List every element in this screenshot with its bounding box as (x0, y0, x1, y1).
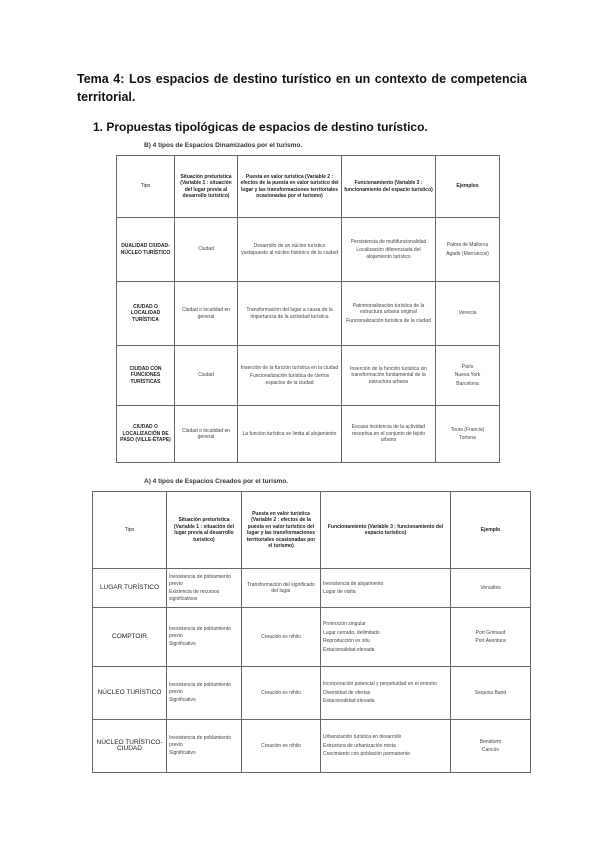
table-cell: Patrimonialización turística de la estructura urbana original (352, 302, 425, 316)
table-a-header-row (93, 492, 531, 569)
table-b-header-row (117, 156, 500, 218)
table-cell: Significativo (169, 641, 196, 648)
table-cell: Agadir (Marruecos) (446, 250, 489, 257)
section-heading: 1. Propuestas tipológicas de espacios de destino turístico. (93, 120, 428, 134)
table-cell: Inexistencia de poblamiento previo (169, 735, 231, 748)
table-b-caption: B) 4 tipos de Espacios Dinamizados por el turismo. (144, 142, 303, 149)
table-cell: Palma de Mallorca (446, 242, 489, 248)
table-cell: Lugar de visita (323, 589, 356, 595)
table-b (116, 155, 500, 463)
table-a-tipo: NÚCLEO TURÍSTICO-CIUDAD (93, 720, 167, 773)
table-row (117, 406, 500, 463)
table-cell: Escasa incidencia de la actividad receptiva en el conjunto de tejido urbano (351, 424, 426, 444)
table-cell: Cancún (481, 747, 500, 753)
table-cell: Estacionalidad elevada (323, 646, 375, 653)
table-cell: Inexistencia de poblamiento previo (169, 682, 231, 695)
table-cell: Significativo (169, 750, 196, 757)
table-cell: Localización diferenciada del alojamiento turístico (356, 247, 421, 260)
table-cell: Existencia de recursos significativos (169, 589, 220, 602)
table-cell: Lugar cerrado, delimitado (323, 629, 380, 636)
table-row (93, 569, 531, 608)
table-cell: Crecimiento con población permanente (323, 751, 410, 758)
table-a-header-situacion: Situación preturística (Variable 1 : situación del lugar previa al desarrollo turístico) (167, 492, 242, 569)
table-cell: Sequoia Band (474, 689, 507, 696)
table-cell: Promoción singular (323, 621, 366, 627)
table-a-tipo: COMPTOIR (93, 608, 167, 667)
table-cell: Incorporación potencial y perpetuidad en el entorno (323, 681, 437, 688)
table-cell: Significativo (169, 697, 196, 704)
table-cell: Port Grimaud (475, 629, 506, 636)
table-cell: Venecia (458, 310, 477, 317)
table-row (93, 720, 531, 773)
table-cell: Creación ex nihilo (261, 689, 301, 696)
table-cell: Ciudad (198, 372, 214, 379)
table-cell: Estructura de urbanización mixta (323, 742, 396, 749)
table-a-header-funcionamiento: Funcionamiento (Variable 3 : funcionamiento del espacio turístico) (321, 492, 451, 569)
table-cell: Tortona (459, 435, 476, 441)
table-cell: Estacionalidad elevada (323, 698, 375, 705)
table-a-header-ejemplo: Ejemplo (451, 492, 531, 569)
table-a-header-tipo: Tipo (93, 492, 167, 569)
table-cell: Inserción de la función turística sin transformación fundamental de la estructura urbana (350, 365, 427, 385)
table-row (93, 667, 531, 720)
table-cell: Funcionalización turística de la ciudad (346, 317, 431, 324)
table-cell: Benidorm (479, 738, 502, 745)
table-cell: Creación ex nihilo (261, 633, 301, 640)
table-cell: Inexistencia de alojamiento (323, 580, 384, 587)
table-cell: Transformación del lugar a causa de la importancia de la actividad turística (246, 307, 333, 320)
table-cell: La función turística se limita al alojamiento (242, 430, 337, 437)
table-b-tipo: DUALIDAD CIUDAD-NÚCLEO TURÍSTICO (117, 218, 175, 282)
table-cell: Inserción de la función turística en la ciudad (240, 364, 339, 371)
table-a-caption: A) 4 tipos de Espacios Creados por el turismo. (144, 478, 289, 485)
table-cell: Transformación del significado del lugar (247, 581, 315, 594)
table-cell: Versalles (480, 584, 501, 591)
table-row (117, 282, 500, 346)
table-cell: Nueva York (454, 372, 481, 379)
table-a-tipo: LUGAR TURÍSTICO (93, 569, 167, 608)
table-b-header-ejemplos: Ejemplos (436, 156, 500, 218)
table-cell: Ciudad o localidad en general (181, 427, 231, 440)
table-cell: Tours (Francia) (450, 426, 485, 433)
table-cell: Funcionalización turística de ciertos espacios de la ciudad (249, 373, 330, 386)
table-cell: Barcelona (456, 380, 479, 387)
table-cell: Persistencia de multifuncionalidad (350, 238, 427, 245)
table-cell: Reproducción ex situ (323, 638, 370, 644)
table-row (117, 346, 500, 406)
table-b-tipo: CIUDAD CON FUNCIONES TURÍSTICAS (117, 346, 175, 406)
table-row (93, 608, 531, 667)
table-b-tipo: CIUDAD O LOCALIZACIÓN DE PASO (VILLE-ÉTAPE) (117, 406, 175, 463)
table-cell: Ciudad o localidad en general (181, 307, 231, 320)
table-cell: Inexistencia de poblamiento previo (169, 626, 231, 639)
table-cell: Port Aventura (475, 638, 506, 644)
table-cell: Ciudad (198, 246, 214, 253)
table-a-tipo: NÚCLEO TURÍSTICO (93, 667, 167, 720)
table-cell: Diversidad de ofertas (323, 689, 371, 696)
table-b-tipo: CIUDAD O LOCALIDAD TURÍSTICA (117, 282, 175, 346)
table-cell: Desarrollo de un núcleo turístico yuxtapuesto al núcleo histórico de la ciudad (241, 243, 338, 256)
table-b-header-situacion: Situación preturística (Variable 1 : situación del lugar previa al desarrollo turístico) (175, 156, 238, 218)
table-cell: Creación ex nihilo (261, 742, 301, 749)
table-cell: París (461, 363, 474, 370)
table-cell: Inexistencia de poblamiento previo (169, 574, 231, 587)
document-title: Tema 4: Los espacios de destino turístico en un contexto de competencia territorial. (77, 72, 527, 104)
table-b-header-puesta: Puesta en valor turística (Variable 2 : efectos de la puesta en valor turístico del lugar y las transformaciones territoriales ocasionadas por el turismo) (238, 156, 342, 218)
table-a-header-puesta: Puesta en valor turística (Variable 2 : efectos de la puesta en valor turístico del lugar y las transformaciones territoriales ocasionadas por el turismo) (242, 492, 321, 569)
table-row (117, 218, 500, 282)
table-cell: Urbanización turística en desarrollo (323, 734, 402, 741)
table-b-header-funcionamiento: Funcionamiento (Variable 3 : funcionamiento del espacio turístico) (342, 156, 436, 218)
table-a (92, 491, 531, 773)
table-b-header-tipo: Tipo (117, 156, 175, 218)
